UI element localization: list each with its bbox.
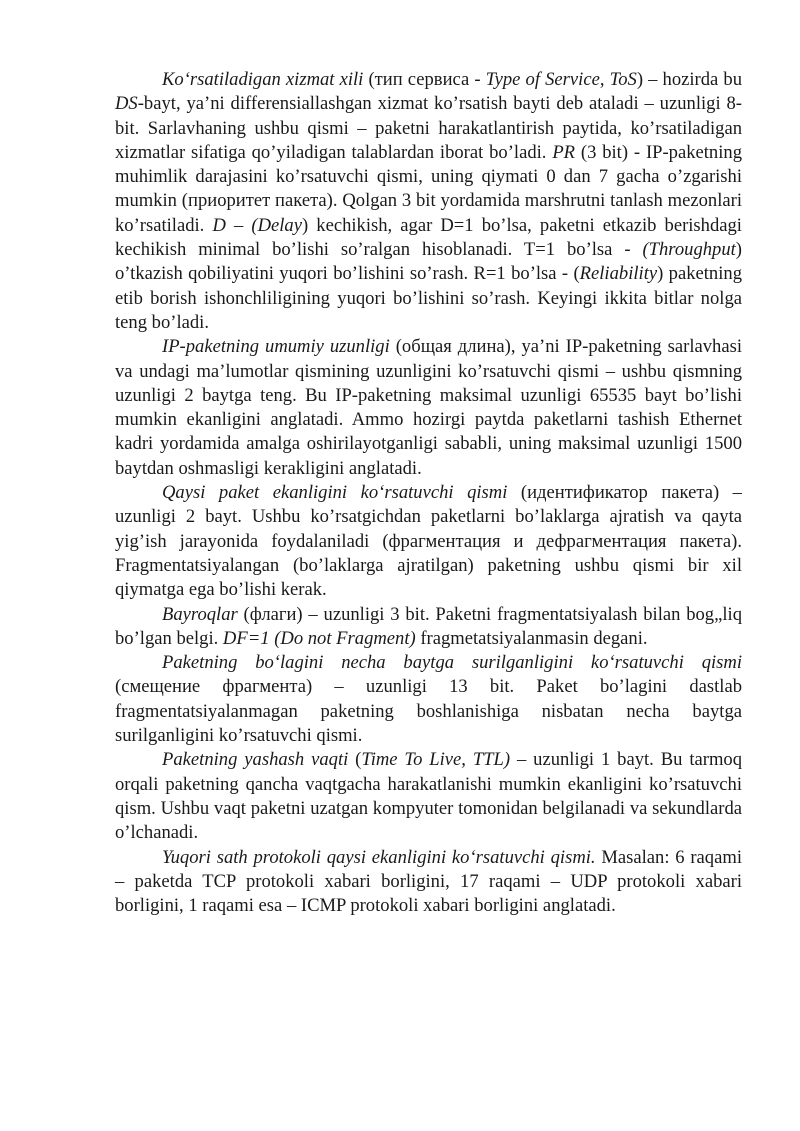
term-text: Bayroqlar (162, 603, 238, 625)
term-text: Time To Live, TTL) (361, 749, 511, 771)
paragraph-ttl (115, 748, 742, 845)
term-text: IP-paketning umumiy uzunligi (162, 336, 390, 358)
body-text: fragmetatsiyalanmasin degani. (415, 627, 648, 649)
paragraph-total-length (115, 335, 742, 481)
document-page (115, 68, 742, 918)
body-text: -bayt, ya’ni differensiallashgan xizmat ko’rsatish bayti deb ataladi – uzunligi 8-bit. Sarlavhaning ushbu qismi – paketni harakatlantirish paytida, ko’rsatiladigan xizmatlar sifatiga qo’yiladigan talablardan iborat bo’ladi. (115, 93, 742, 163)
term-text: Paketning bo‘lagini necha baytga surilganligini ko‘rsatuvchi qismi (162, 652, 742, 674)
term-text: Qaysi paket ekanligini ko‘rsatuvchi qismi (162, 482, 508, 504)
body-text: (общая длина), ya’ni IP-paketning sarlavhasi va undagi ma’lumotlar qismining uzunligini ko’rsatuvchi qismi – ushbu qismning uzunligi 2 baytga teng. Bu IP-paketning maksimal uzunligi 65535 bayt bo’lishi mumkin ekanligini anglatadi. Ammo hozirgi paytda paketlarni tashish Ethernet kadri yordamida amalga oshirilayotganligi sababli, uning maksimal uzunligi 1500 baytdan oshmasligi kerakligini anglatadi. (115, 336, 742, 479)
term-text: PR (552, 141, 576, 163)
document-body (115, 68, 742, 918)
paragraph-flags (115, 603, 742, 652)
term-text: Ko‘rsatiladigan xizmat xili (162, 69, 364, 90)
body-text: – uzunligi 1 bayt. Bu tarmoq orqali paketning qancha vaqtgacha harakatlanishi mumkin ekanligini ko’rsatuvchi qism. Ushbu vaqt paketni uzatgan kompyuter tomonidan belgilanadi va sekundlarda o’lchanadi. (115, 749, 742, 844)
term-text: D – (Delay (212, 214, 302, 236)
body-text: ) paketning etib borish ishonchliligining yuqori bo’lishini so’rash. Keyingi ikkita bitlar nolga teng bo’ladi. (115, 263, 742, 333)
body-text: (3 bit) - IP-paketning muhimlik darajasini ko’rsatuvchi qismi, uning qiymati 0 dan 7 gacha o’zgarishi mumkin (приоритет пакета). Qolgan 3 bit yordamida marshrutni tanlash mezonlari ko’rsatiladi. (115, 141, 742, 236)
body-text: (флаги) – uzunligi 3 bit. Paketni fragmentatsiyalash bilan bog„liq bo’lgan belgi. (115, 603, 742, 649)
body-text: , (599, 69, 610, 90)
paragraph-fragment-offset (115, 651, 742, 748)
body-text: ) o’tkazish qobiliyatini yuqori bo’lishini so’rash. R=1 bo’lsa - ( (115, 239, 742, 285)
paragraph-identification (115, 481, 742, 602)
body-text: ) – hozirda bu (636, 69, 742, 90)
term-text: Yuqori sath protokoli qaysi ekanligini ko‘rsatuvchi qismi. (162, 846, 596, 868)
body-text: (идентификатор пакета) – uzunligi 2 bayt. Ushbu ko’rsatgichdan paketlarni bo’laklarga ajratish va qayta yig’ish jarayonida foydalaniladi (фрагментация и дефрагментация пакета). Fragmentatsiyalangan (bo’laklarga ajratilgan) paketning ushbu qismi bir xil qiymatga ega bo’lishi kerak. (115, 482, 742, 601)
term-text: ToS (609, 69, 637, 90)
term-text: Reliability (579, 263, 658, 285)
term-text: DS (115, 93, 138, 115)
term-text: Paketning yashash vaqti (162, 749, 349, 771)
body-text: (смещение фрагмента) – uzunligi 13 bit. Paket bo’lagini dastlab fragmentatsiyalanmagan paketning boshlanishiga nisbatan necha baytga surilganligini ko’rsatuvchi qismi. (115, 676, 742, 747)
body-text: ) kechikish, agar D=1 bo’lsa, paketni etkazib berishdagi kechikish minimal bo’lishi so’ralgan hisoblanadi. T=1 bo’lsa - (115, 214, 742, 261)
paragraph-protocol (115, 846, 742, 919)
term-text: Type of Service (485, 69, 600, 90)
term-text: DF=1 (Do not Fragment) (222, 627, 416, 649)
term-text: (Throughput (642, 239, 736, 261)
body-text: Masalan: 6 raqami – paketda TCP protokoli xabari borligini, 17 raqami – UDP protokoli xabari borligini, 1 raqami esa – ICMP protokoli xabari borligini anglatadi. (115, 846, 742, 917)
body-text: ( (348, 749, 362, 771)
body-text: (тип сервиса - (363, 69, 486, 90)
paragraph-tos (115, 68, 742, 335)
